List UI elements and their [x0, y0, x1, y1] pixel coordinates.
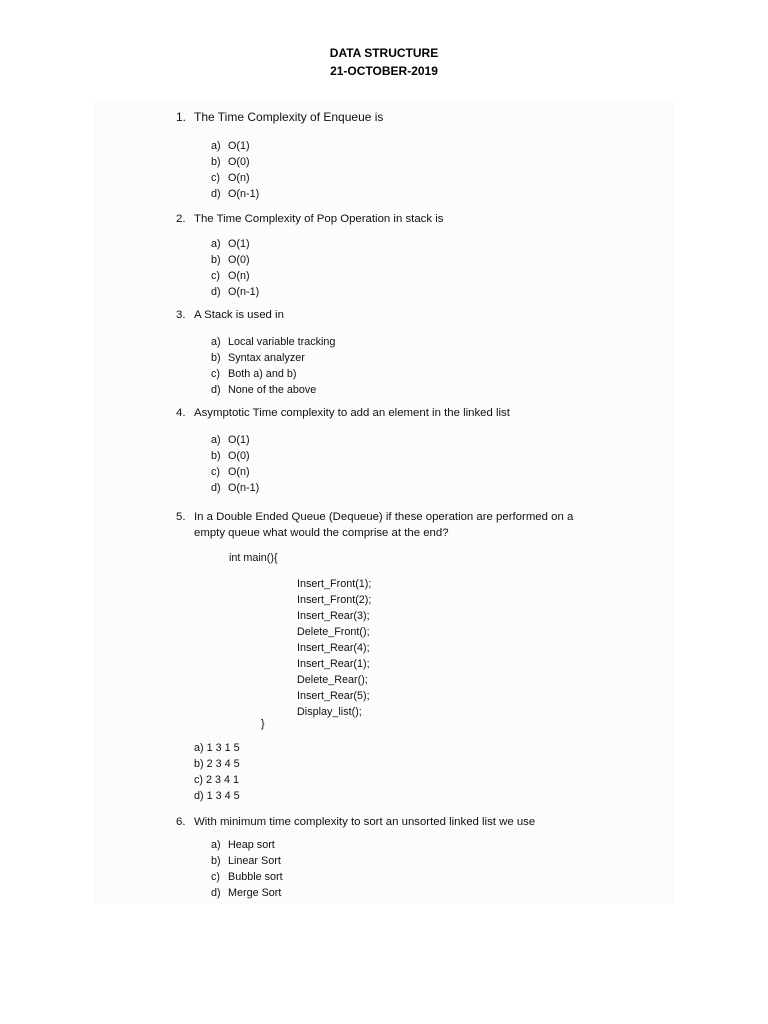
option-5a: a) 1 3 1 5	[194, 742, 240, 754]
question-number: 4.	[176, 407, 186, 419]
question-text-line-2: empty queue what would the comprise at the end?	[194, 527, 449, 539]
question-text: The Time Complexity of Pop Operation in stack is	[194, 213, 444, 225]
code-line: Insert_Rear(4);	[297, 642, 370, 654]
code-line: Insert_Rear(3);	[297, 610, 370, 622]
document-date: 21-OCTOBER-2019	[330, 64, 438, 78]
option-text: O(0)	[228, 450, 250, 462]
option-text: Syntax analyzer	[228, 352, 305, 364]
option-text: Local variable tracking	[228, 336, 336, 348]
option-text: O(0)	[228, 156, 250, 168]
code-line: Display_list();	[297, 706, 362, 718]
code-open: int main(){	[229, 552, 278, 564]
question-number: 2.	[176, 213, 186, 225]
option-letter: d)	[211, 286, 221, 298]
option-letter: b)	[211, 352, 221, 364]
question-text-line-1: In a Double Ended Queue (Dequeue) if these operation are performed on a	[194, 511, 574, 523]
option-text: O(n-1)	[228, 188, 260, 200]
code-close: }	[261, 718, 265, 730]
option-letter: d)	[211, 887, 221, 899]
option-text: Linear Sort	[228, 855, 281, 867]
option-letter: b)	[211, 254, 221, 266]
option-letter: b)	[211, 855, 221, 867]
option-letter: a)	[211, 238, 221, 250]
option-letter: a)	[211, 336, 221, 348]
option-5c: c) 2 3 4 1	[194, 774, 240, 786]
question-number: 6.	[176, 816, 186, 828]
option-letter: d)	[211, 482, 221, 494]
question-text: With minimum time complexity to sort an unsorted linked list we use	[194, 816, 536, 828]
option-text: Both a) and b)	[228, 368, 297, 380]
question-text: The Time Complexity of Enqueue is	[194, 110, 384, 124]
option-letter: b)	[211, 450, 221, 462]
option-letter: a)	[211, 140, 221, 152]
option-letter: c)	[211, 270, 220, 282]
code-line: Insert_Rear(1);	[297, 658, 370, 670]
option-letter: b)	[211, 156, 221, 168]
option-text: None of the above	[228, 384, 317, 396]
question-text: Asymptotic Time complexity to add an element in the linked list	[194, 407, 510, 419]
document-title: DATA STRUCTURE	[329, 46, 439, 60]
option-letter: c)	[211, 172, 220, 184]
code-line: Insert_Front(1);	[297, 578, 372, 590]
option-text: Bubble sort	[228, 871, 283, 883]
option-text: O(n-1)	[228, 286, 260, 298]
option-text: O(1)	[228, 140, 250, 152]
code-line: Insert_Rear(5);	[297, 690, 370, 702]
option-text: Heap sort	[228, 839, 275, 851]
option-letter: a)	[211, 434, 221, 446]
option-text: O(n-1)	[228, 482, 260, 494]
code-line: Delete_Rear();	[297, 674, 368, 686]
question-number: 1.	[176, 110, 187, 124]
option-text: O(n)	[228, 466, 250, 478]
question-number: 3.	[176, 309, 186, 321]
option-letter: c)	[211, 368, 220, 380]
option-letter: c)	[211, 466, 220, 478]
question-number: 5.	[176, 511, 186, 523]
option-5b: b) 2 3 4 5	[194, 758, 240, 770]
option-text: Merge Sort	[228, 887, 282, 899]
option-text: O(1)	[228, 238, 250, 250]
option-text: O(n)	[228, 270, 250, 282]
option-5d: d) 1 3 4 5	[194, 790, 240, 802]
option-text: O(n)	[228, 172, 250, 184]
option-letter: c)	[211, 871, 220, 883]
option-letter: d)	[211, 188, 221, 200]
option-text: O(1)	[228, 434, 250, 446]
option-letter: d)	[211, 384, 221, 396]
option-text: O(0)	[228, 254, 250, 266]
question-text: A Stack is used in	[194, 309, 284, 321]
code-line: Insert_Front(2);	[297, 594, 372, 606]
code-line: Delete_Front();	[297, 626, 370, 638]
option-letter: a)	[211, 839, 221, 851]
